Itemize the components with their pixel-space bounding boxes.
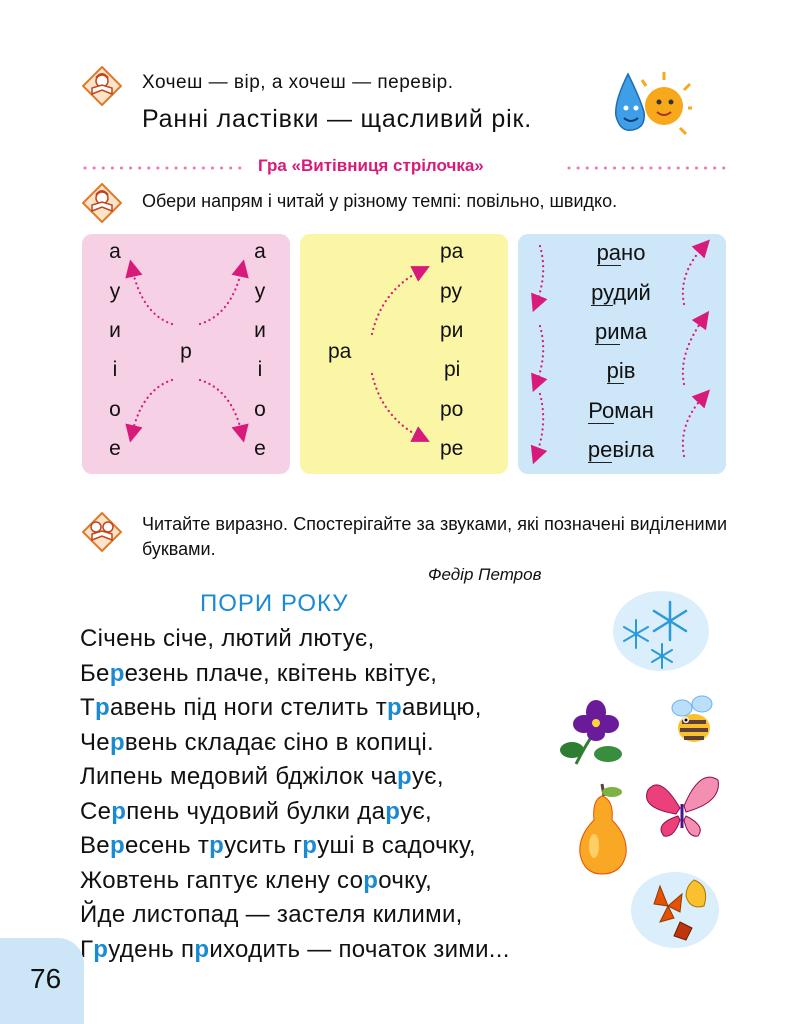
- poem-line: Грудень приходить — початок зими...: [80, 935, 510, 963]
- reading-child-icon: [82, 66, 122, 106]
- word-item: рудий: [591, 280, 651, 305]
- poem-line: Січень січе, лютий лютує,: [80, 625, 375, 652]
- poem-line: Серпень чудовий булки дарує,: [80, 797, 433, 825]
- vowel-right: и: [254, 319, 266, 342]
- reading-instruction: Читайте виразно. Спостерігайте за звуками, які позначені виділеними буквами.: [142, 514, 727, 559]
- panel-syllables: [300, 234, 508, 474]
- poem-line: Червень складає сіно в копиці.: [80, 728, 434, 756]
- word-item: рів: [606, 358, 636, 383]
- proverb-line-1: Хочеш — вір, а хочеш — перевір.: [142, 72, 454, 93]
- vowel-right: і: [257, 358, 263, 381]
- panel-vowels: [82, 234, 290, 474]
- water-drop-icon: [616, 74, 645, 130]
- vowel-left: а: [109, 240, 121, 263]
- panel-words: [518, 234, 726, 474]
- dotted-arrows: [82, 234, 290, 474]
- page-number: 76: [30, 963, 62, 994]
- butterfly-illustration: [640, 768, 722, 840]
- vowel-left: у: [109, 280, 121, 303]
- vowel-left: е: [109, 437, 121, 460]
- poem-author: Федір Петров: [428, 565, 542, 584]
- dotted-arrows: [300, 234, 508, 474]
- poem-line: Жовтень гаптує клену сорочку,: [80, 866, 433, 894]
- poem-line: Йде листопад — застеля килими,: [80, 901, 463, 928]
- word-item: ревіла: [587, 437, 655, 462]
- poem-line: Липень медовий бджілок чарує,: [80, 763, 444, 790]
- word-item: рано: [596, 240, 646, 265]
- snowflakes-illustration: [612, 588, 710, 674]
- syllable: ру: [440, 280, 462, 303]
- pear-illustration: [574, 780, 630, 876]
- autumn-leaves-illustration: [630, 866, 720, 950]
- bee-illustration: [664, 694, 720, 750]
- dotted-arrows: [518, 234, 726, 474]
- vowel-left: о: [109, 398, 121, 421]
- poem-title: ПОРИ РОКУ: [200, 590, 349, 617]
- syllable: ре: [440, 437, 464, 460]
- reading-child-icon: [82, 183, 122, 223]
- game-title: Гра «Витівниця стрілочка»: [258, 156, 484, 175]
- poem-line: Березень плаче, квітень квітує,: [80, 659, 438, 687]
- drop-and-sun-illustration: [610, 68, 692, 136]
- dotted-divider-left: [82, 165, 250, 171]
- word-item: рима: [595, 319, 647, 344]
- syllable: ро: [440, 398, 464, 421]
- violet-flower-illustration: [556, 694, 632, 770]
- word-item: Роман: [588, 398, 654, 423]
- poem-line: Вересень трусить груші в садочку,: [80, 832, 476, 859]
- sun-icon: [642, 72, 692, 134]
- game-instruction: Обери напрям і читай у різному темпі: повільно, швидко.: [142, 191, 618, 211]
- reading-children-icon: [82, 512, 122, 552]
- center-letter: р: [180, 340, 192, 363]
- base-syllable: ра: [328, 340, 352, 363]
- vowel-right: о: [254, 398, 266, 421]
- poem-line: Травень під ноги стелить травицю,: [80, 694, 482, 721]
- poem-body: [80, 622, 510, 967]
- vowel-right: а: [254, 240, 266, 263]
- syllable: рі: [444, 358, 461, 381]
- proverb-line-2: Ранні ластівки — щасливий рік.: [142, 105, 532, 133]
- syllable: ра: [440, 240, 464, 263]
- vowel-right: е: [254, 437, 266, 460]
- vowel-left: и: [109, 319, 121, 342]
- vowel-right: у: [254, 280, 266, 303]
- syllable: ри: [440, 319, 464, 342]
- dotted-divider-right: [566, 165, 726, 171]
- vowel-left: і: [112, 358, 118, 381]
